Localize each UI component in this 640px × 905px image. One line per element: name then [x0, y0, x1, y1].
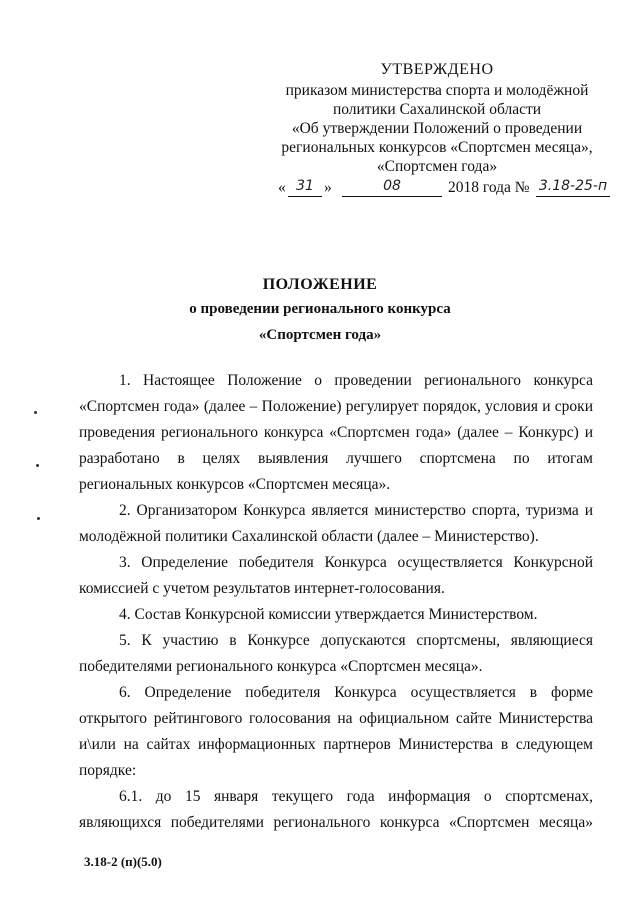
document-code: 3.18-2 (п)(5.0) [84, 854, 162, 869]
date-year-number-label: 2018 года № [448, 179, 530, 196]
date-month: 08 [342, 177, 442, 197]
scan-mark [34, 411, 37, 414]
approval-line: «Спортсмен года» [376, 158, 498, 175]
paragraph-6-1: 6.1. до 15 января текущего года информация о спортсменах, являющихся победителями регионального конкурса «Спортсмен месяца» [79, 788, 593, 831]
scan-mark [37, 517, 40, 520]
approval-line: «Об утверждении Положений о проведении [291, 120, 583, 137]
paragraph-5: 5. К участию в Конкурсе допускаются спортсмены, являющиеся победителями регионального конкурса «Спортсмен месяца». [79, 632, 593, 675]
approval-heading: УТВЕРЖДЕНО [380, 61, 494, 78]
document-body [79, 368, 593, 836]
approval-date-line [262, 178, 612, 200]
paragraph-4: 4. Состав Конкурсной комиссии утверждается Министерством. [119, 606, 538, 623]
document-title: ПОЛОЖЕНИЕ [262, 276, 378, 293]
approval-block [262, 60, 612, 200]
document-subtitle-contest: «Спортсмен года» [258, 327, 382, 343]
scan-mark [36, 464, 39, 467]
paragraph-2: 2. Организатором Конкурса является министерство спорта, туризма и молодёжной политики Сахалинской области (далее – Министерство). [79, 502, 593, 545]
date-day: 31 [288, 177, 322, 197]
document-subtitle: о проведении регионального конкурса [189, 301, 451, 317]
paragraph-1: 1. Настоящее Положение о проведении регионального конкурса «Спортсмен года» (далее – Положение) регулирует порядок, условия и сроки проведения регионального конкурса «Спортсмен года» (далее – Конкурс) и разработано в целях выявления лучшего спортсмена по итогам региональных конкурсов «Спортсмен месяца». [79, 372, 593, 493]
approval-line: региональных конкурсов «Спортсмен месяца», [281, 139, 593, 156]
date-close-quote: » [324, 179, 332, 196]
paragraph-3: 3. Определение победителя Конкурса осуществляется Конкурсной комиссией с учетом результатов интернет-голосования. [79, 554, 593, 597]
approval-line: политики Сахалинской области [332, 101, 542, 118]
order-number: 3.18-25-п [536, 177, 610, 197]
approval-line: приказом министерства спорта и молодёжной [285, 82, 589, 99]
paragraph-6: 6. Определение победителя Конкурса осуществляется в форме открытого рейтингового голосования на официальном сайте Министерства и\или на сайтах информационных партнеров Министерства в следующем порядке: [79, 684, 593, 779]
date-open-quote: « [278, 179, 286, 196]
